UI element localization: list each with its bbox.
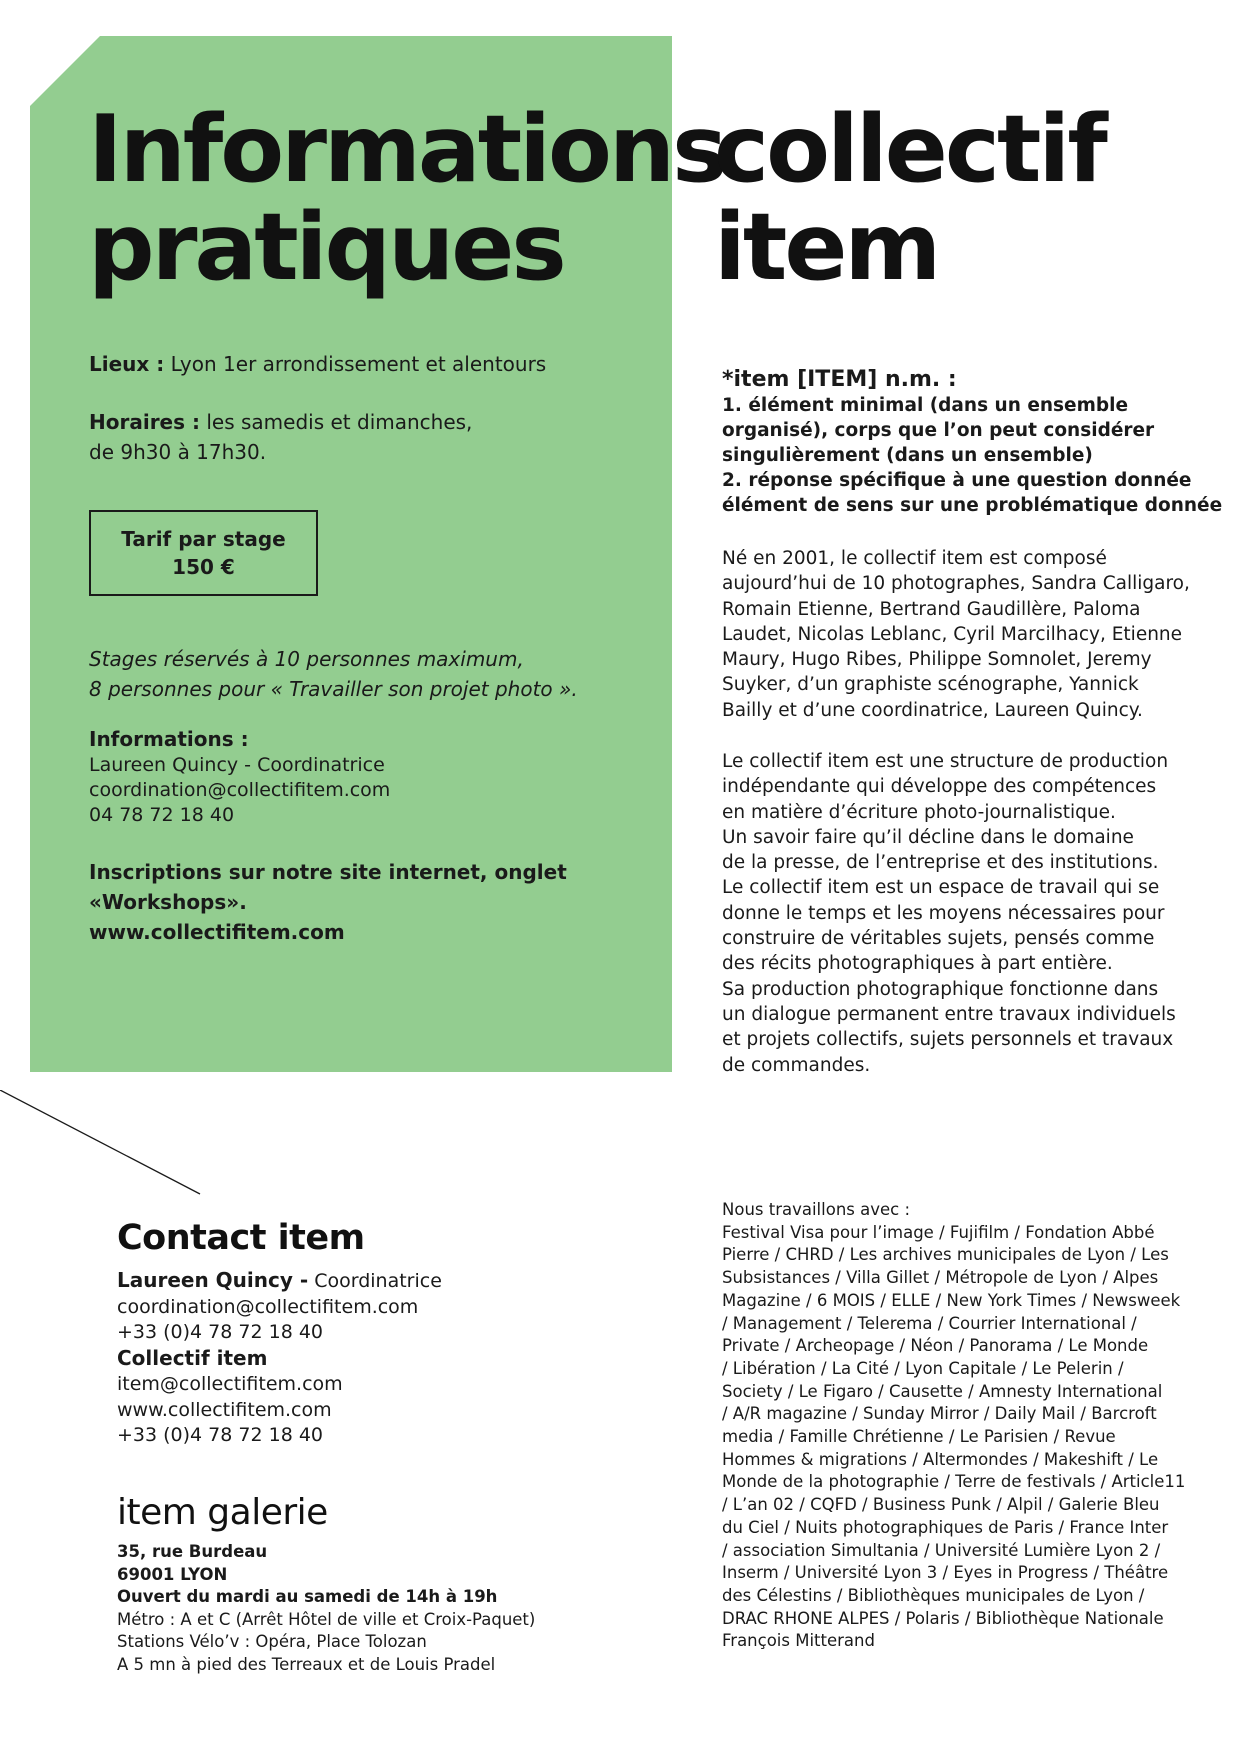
title-line: pratiques [88,193,564,301]
contact-org-site[interactable]: www.collectifitem.com [117,1398,332,1421]
informations-name: Laureen Quincy - Coordinatrice [89,754,385,776]
informations-block [89,727,390,828]
partners-line: Private / Archeopage / Néon / Panorama / Le Monde [722,1336,1149,1356]
horaires-value: les samedis et dimanches, [206,410,473,434]
galerie-velov: Stations Vélo’v : Opéra, Place Tolozan [117,1632,427,1651]
partners-list [722,1199,1202,1653]
lieux-label: Lieux : [89,352,165,376]
title-informations-pratiques [88,95,725,301]
contact-org: Collectif item [117,1345,268,1370]
stages-note [89,644,578,704]
about-line: de la presse, de l’entreprise et des institutions. [722,852,1159,874]
partners-line: Subsistances / Villa Gillet / Métropole de Lyon / Alpes [722,1268,1159,1288]
contact-title: Contact item [117,1218,365,1258]
horaires-value: de 9h30 à 17h30. [89,440,267,464]
galerie-metro: Métro : A et C (Arrêt Hôtel de ville et Croix-Paquet) [117,1609,536,1629]
galerie-city: 69001 LYON [117,1564,228,1584]
bio-paragraph [722,546,1190,723]
bio-line: aujourd’hui de 10 photographes, Sandra Calligaro, [722,573,1190,595]
about-line: de commandes. [722,1054,871,1076]
contact-name: Laureen Quincy - [117,1268,309,1292]
galerie-walk: A 5 mn à pied des Terreaux et de Louis Pradel [117,1654,496,1674]
partners-line: Inserm / Université Lyon 3 / Eyes in Progress / Théâtre [722,1563,1169,1583]
about-line: donne le temps et les moyens nécessaires pour [722,902,1165,924]
decorative-diagonal-line [0,1090,210,1202]
definition-line: 1. élément minimal (dans un ensemble [722,395,1128,416]
informations-email[interactable]: coordination@collectifitem.com [89,779,391,801]
inscriptions-line: «Workshops». [89,890,247,914]
title-line: collectif [714,95,1105,203]
galerie-hours: Ouvert du mardi au samedi de 14h à 19h [117,1587,498,1606]
tarif-box [89,510,318,596]
definition-head: *item [ITEM] n.m. : [722,367,957,392]
bio-line: Maury, Hugo Ribes, Philippe Somnolet, Jeremy [722,649,1152,671]
about-line: construire de véritables sujets, pensés comme [722,928,1155,950]
partners-line: / Management / Telerema / Courrier International / [722,1313,1137,1333]
partners-line: Hommes & migrations / Altermondes / Makeshift / Le [722,1449,1159,1469]
contact-email[interactable]: coordination@collectifitem.com [117,1295,419,1318]
about-line: en matière d’écriture photo-journalistique. [722,801,1116,823]
galerie-block [117,1541,535,1676]
inscriptions-line: Inscriptions sur notre site internet, onglet [89,860,567,884]
definition-line: 2. réponse spécifique à une question donnée [722,470,1192,491]
title-line: Informations [88,95,725,203]
about-line: des récits photographiques à part entière. [722,953,1113,975]
about-paragraph [722,749,1176,1078]
about-line: indépendante qui développe des compétences [722,776,1157,798]
inscriptions-block [89,857,567,947]
definition-line: élément de sens sur une problématique donnée [722,495,1223,516]
title-collectif-item [714,95,1105,301]
contact-block [117,1268,442,1449]
contact-role: Coordinatrice [308,1270,442,1292]
about-line: Le collectif item est une structure de production [722,751,1169,772]
partners-line: Society / Le Figaro / Causette / Amnesty International [722,1381,1163,1401]
partners-line: / A/R magazine / Sunday Mirror / Daily Mail / Barcroft [722,1404,1157,1424]
bio-line: Suyker, d’un graphiste scénographe, Yannick [722,674,1139,696]
contact-org-phone: +33 (0)4 78 72 18 40 [117,1424,324,1446]
horaires-label: Horaires : [89,410,200,434]
tarif-value: 150 € [172,555,235,579]
galerie-address: 35, rue Burdeau [117,1542,268,1561]
about-line: un dialogue permanent entre travaux individuels [722,1003,1176,1025]
bio-line: Né en 2001, le collectif item est composé [722,548,1107,569]
inscriptions-link[interactable]: www.collectifitem.com [89,920,345,944]
bio-line: Romain Etienne, Bertrand Gaudillère, Paloma [722,598,1141,620]
contact-phone: +33 (0)4 78 72 18 40 [117,1321,324,1343]
partners-line: media / Famille Chrétienne / Le Parisien / Revue [722,1427,1116,1447]
about-line: et projets collectifs, sujets personnels et travaux [722,1029,1174,1051]
title-line: item [714,193,939,301]
galerie-title: item galerie [117,1492,328,1533]
lieux-value: Lyon 1er arrondissement et alentours [170,352,547,376]
informations-phone: 04 78 72 18 40 [89,804,235,826]
partners-line: François Mitterand [722,1631,875,1651]
informations-label: Informations : [89,727,249,751]
contact-org-email[interactable]: item@collectifitem.com [117,1373,343,1395]
definition-block [722,367,1222,518]
about-line: Le collectif item est un espace de travail qui se [722,877,1160,899]
lieux-line [89,349,546,379]
stages-line: 8 personnes pour « Travailler son projet photo ». [89,677,578,701]
partners-line: Monde de la photographie / Terre de festivals / Article11 [722,1472,1186,1492]
partners-line: DRAC RHONE ALPES / Polaris / Bibliothèque Nationale [722,1608,1164,1628]
partners-line: Magazine / 6 MOIS / ELLE / New York Times / Newsweek [722,1290,1181,1310]
partners-line: Festival Visa pour l’image / Fujifilm / Fondation Abbé [722,1222,1155,1242]
definition-line: organisé), corps que l’on peut considérer [722,420,1155,441]
stages-line: Stages réservés à 10 personnes maximum, [89,647,524,671]
partners-line: des Célestins / Bibliothèques municipales de Lyon / [722,1585,1145,1605]
tarif-label: Tarif par stage [121,527,286,551]
definition-line: singulièrement (dans un ensemble) [722,445,1093,466]
horaires-block [89,407,472,467]
bio-line: Bailly et d’une coordinatrice, Laureen Quincy. [722,699,1143,721]
about-line: Sa production photographique fonctionne dans [722,978,1159,1000]
partners-line: / L’an 02 / CQFD / Business Punk / Alpil / Galerie Bleu [722,1495,1160,1515]
partners-line: / association Simultania / Université Lumière Lyon 2 / [722,1540,1161,1560]
bio-line: Laudet, Nicolas Leblanc, Cyril Marcilhacy, Etienne [722,623,1183,645]
partners-line: Nous travaillons avec : [722,1200,911,1219]
partners-line: / Libération / La Cité / Lyon Capitale / Le Pelerin / [722,1358,1124,1378]
about-line: Un savoir faire qu’il décline dans le domaine [722,826,1134,848]
partners-line: Pierre / CHRD / Les archives municipales de Lyon / Les [722,1245,1169,1265]
partners-line: du Ciel / Nuits photographiques de Paris / France Inter [722,1517,1169,1537]
